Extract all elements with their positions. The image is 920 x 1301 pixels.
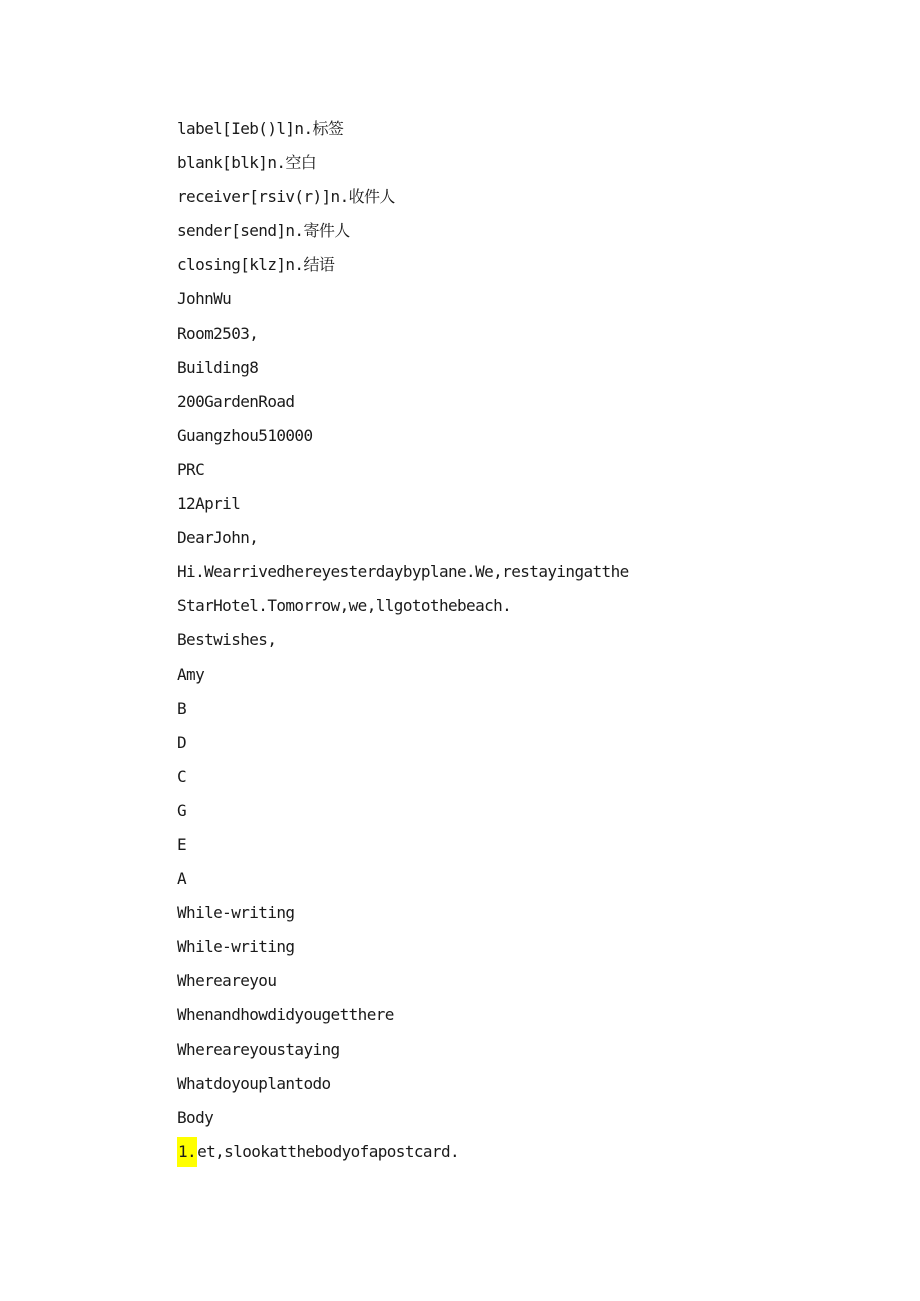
- vocab-line-blank: blank[blk]n.空白: [177, 153, 317, 173]
- vocab-line-label: label[Ieb()l]n.标签: [177, 119, 344, 138]
- postcard-body-line-1: Hi.Wearrivedhereyesterdaybyplane.We,restayingatthe: [177, 562, 629, 582]
- question-line: Whereareyoustaying: [177, 1039, 340, 1059]
- section-label-body: Body: [177, 1107, 214, 1127]
- address-street: 200GardenRoad: [177, 391, 295, 411]
- postcard-signature: Amy: [177, 664, 205, 684]
- address-room: Room2503,: [177, 323, 259, 343]
- postcard-closing: Bestwishes,: [177, 630, 277, 650]
- instruction-line: [177, 1137, 877, 1171]
- address-city: Guangzhou510000: [177, 425, 313, 445]
- highlighted-number: 1.: [177, 1137, 197, 1167]
- answer-letter: C: [177, 766, 187, 786]
- answer-letter: A: [177, 869, 187, 889]
- section-heading: While-writing: [177, 903, 295, 923]
- answer-letter: B: [177, 698, 187, 718]
- answer-letter: E: [177, 834, 187, 854]
- question-line: Whereareyou: [177, 971, 277, 991]
- answer-letter: D: [177, 732, 187, 752]
- instruction-text: et,slookatthebodyofapostcard.: [197, 1141, 460, 1161]
- question-line: Whenandhowdidyougetthere: [177, 1005, 394, 1025]
- address-name: JohnWu: [177, 289, 232, 309]
- document-body: [177, 114, 877, 1171]
- question-line: Whatdoyouplantodo: [177, 1073, 331, 1093]
- vocab-line-sender: sender[send]n.寄件人: [177, 221, 350, 241]
- vocab-line-closing: closing[klz]n.结语: [177, 255, 335, 275]
- answer-letter: G: [177, 800, 187, 820]
- address-country: PRC: [177, 459, 205, 479]
- postcard-body-line-2: StarHotel.Tomorrow,we,llgotothebeach.: [177, 596, 512, 616]
- postcard-greeting: DearJohn,: [177, 528, 259, 548]
- address-building: Building8: [177, 357, 259, 377]
- postcard-date: 12April: [177, 494, 241, 514]
- section-heading: While-writing: [177, 937, 295, 957]
- vocab-line-receiver: receiver[rsiv(r)]n.收件人: [177, 187, 395, 207]
